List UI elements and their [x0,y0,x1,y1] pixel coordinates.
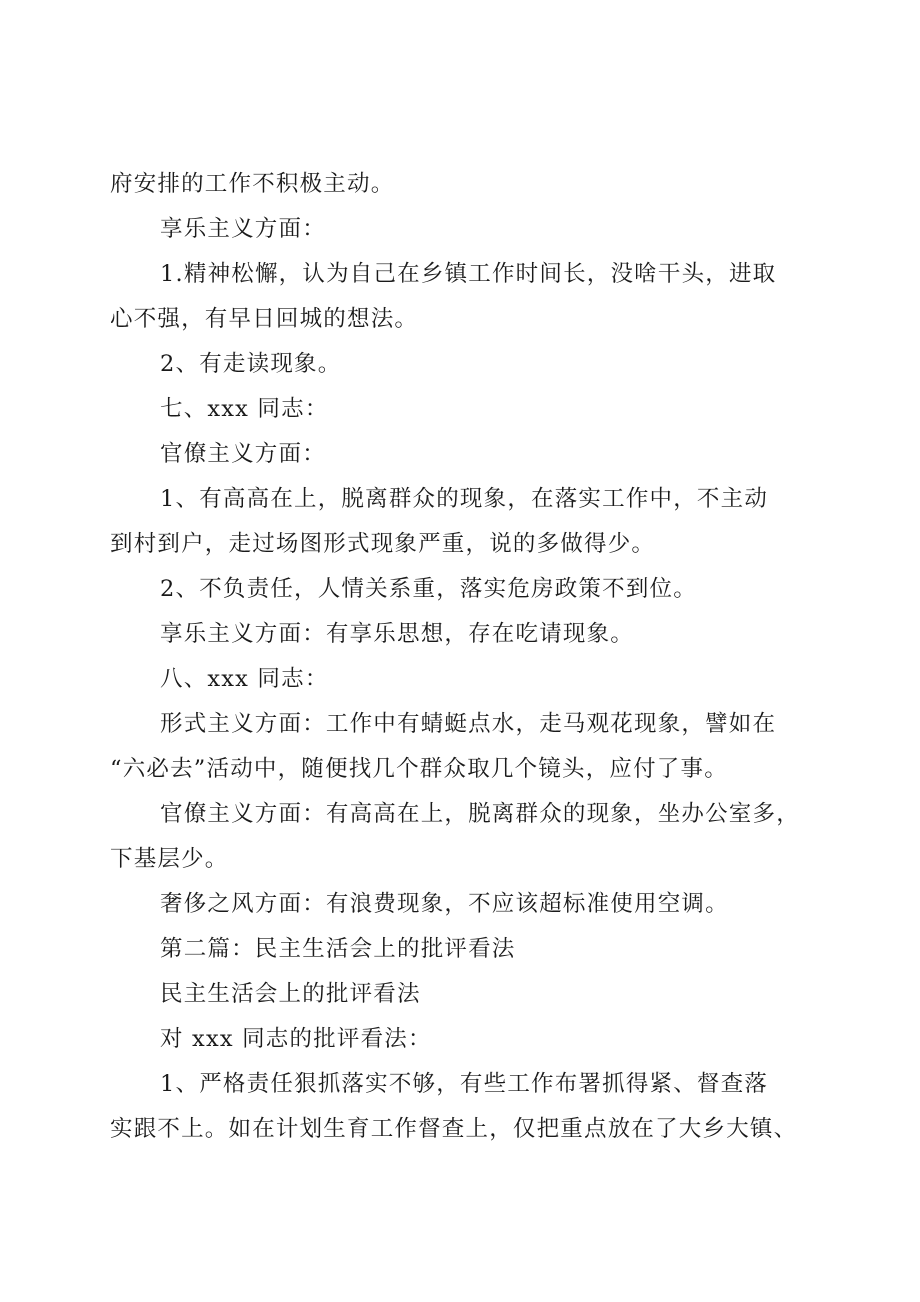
text-line: 形式主义方面：工作中有蜻蜓点水，走马观花现象，譬如在 [160,711,777,737]
text-line: 2、不负责任，人情关系重，落实危房政策不到位。 [160,576,697,602]
text-line: 奢侈之风方面：有浪费现象，不应该超标准使用空调。 [160,891,729,917]
text-line: 1、严格责任狠抓落实不够，有些工作布署抓得紧、督查落 [160,1071,769,1097]
text-line: 下基层少。 [110,846,229,872]
text-line: 官僚主义方面： [160,441,326,467]
text-line: 到村到户，走过场图形式现象严重，说的多做得少。 [110,531,656,557]
text-line: 八、xxx 同志： [160,666,329,692]
text-line: 实跟不上。如在计划生育工作督查上，仅把重点放在了大乡大镇、 [110,1116,798,1142]
text-line: 享乐主义方面：有享乐思想，存在吃请现象。 [160,621,635,647]
text-line: 1.精神松懈，认为自己在乡镇工作时间长，没啥干头，进取 [160,261,777,287]
text-line: 府安排的工作不积极主动。 [110,171,395,197]
document-body [110,162,822,1152]
text-line: 心不强，有早日回城的想法。 [110,306,419,332]
text-line: 对 xxx 同志的批评看法： [160,1026,432,1052]
text-line: 官僚主义方面：有高高在上，脱离群众的现象，坐办公室多， [160,801,800,827]
text-line: 民主生活会上的批评看法 [160,981,421,1007]
text-line: 七、xxx 同志： [160,396,329,422]
text-line: 2、有走读现象。 [160,351,342,377]
text-line: 1、有高高在上，脱离群众的现象，在落实工作中，不主动 [160,486,769,512]
text-line: 享乐主义方面： [160,216,326,242]
text-line: “六必去”活动中，随便找几个群众取几个镜头，应付了事。 [110,756,728,782]
text-line: 第二篇：民主生活会上的批评看法 [160,936,516,962]
